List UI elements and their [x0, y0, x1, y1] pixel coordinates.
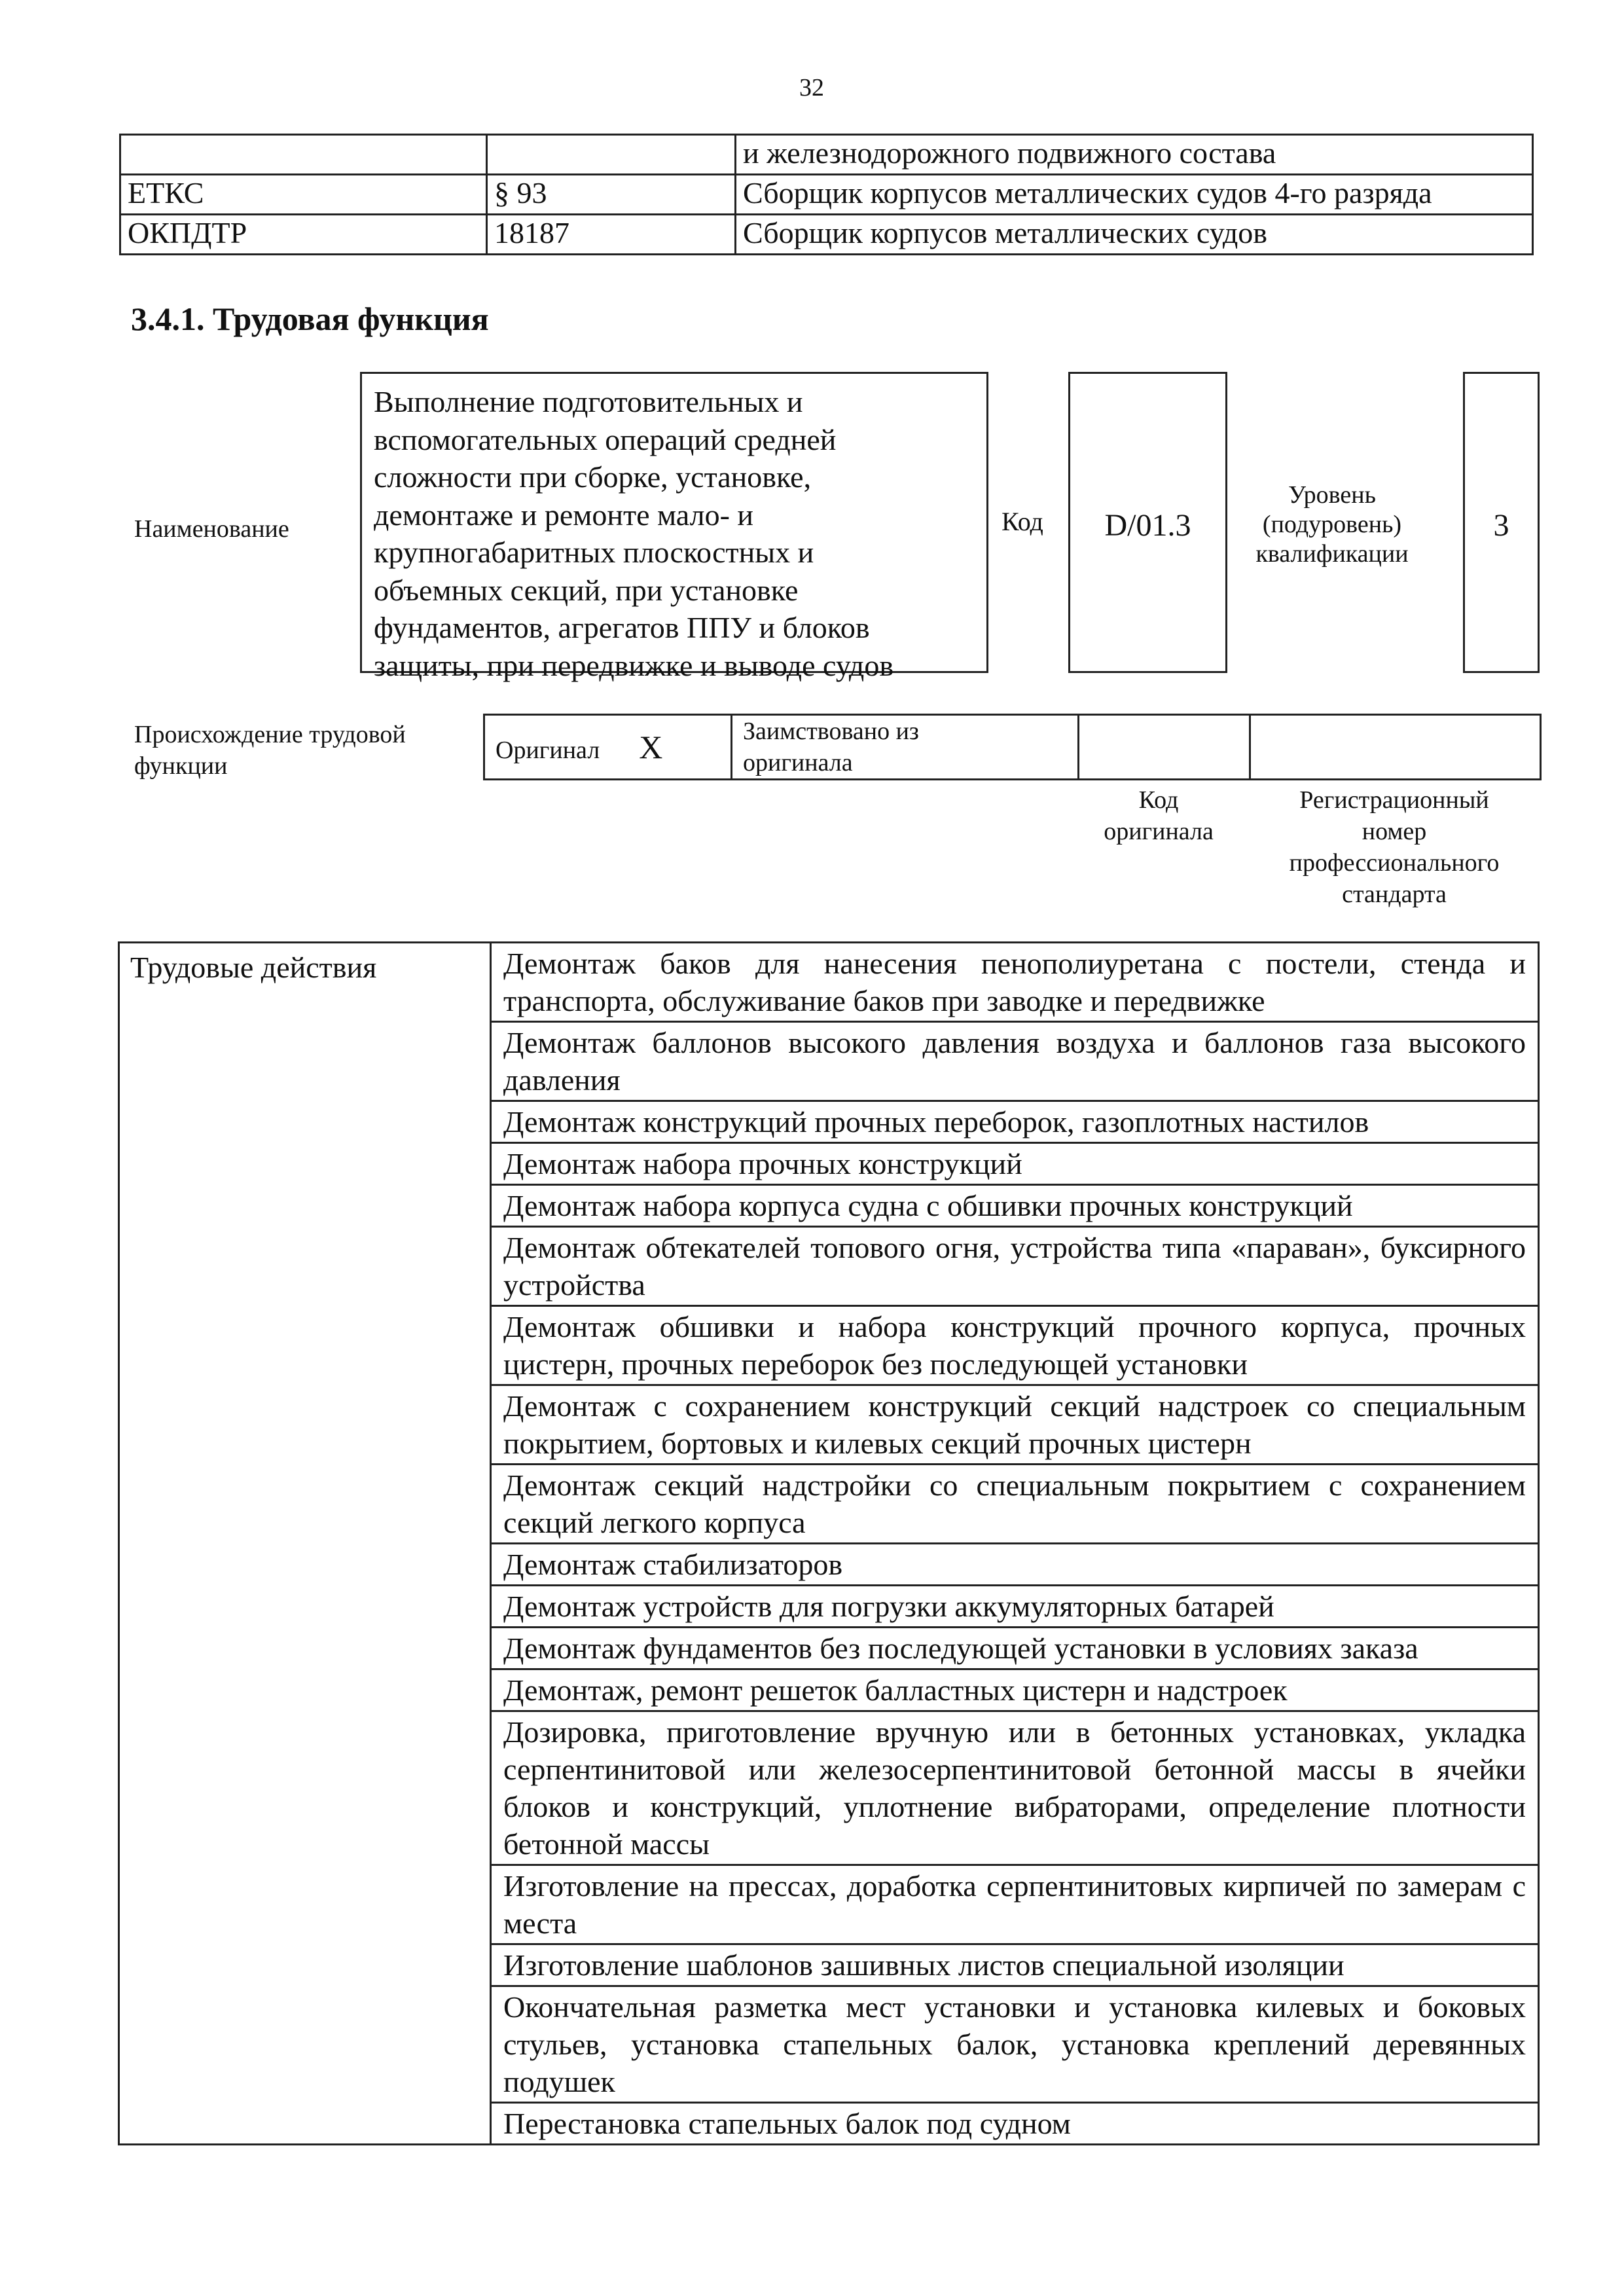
ref-code-cell: ЕТКС: [120, 175, 487, 215]
table-row: [120, 215, 1533, 255]
ref-name-cell: и железнодорожного подвижного состава: [736, 135, 1533, 175]
ref-name-cell: Сборщик корпусов металлических судов 4-го разряда: [736, 175, 1533, 215]
table-row: [120, 135, 1533, 175]
labor-action-item: Перестановка стапельных балок под судном: [491, 2103, 1539, 2145]
ref-code-cell: [120, 135, 487, 175]
level-value: 3: [1493, 508, 1509, 543]
ref-value-cell: § 93: [487, 175, 736, 215]
table-row: [484, 715, 1541, 780]
original-mark: X: [639, 729, 663, 765]
origin-table: [483, 714, 1542, 780]
table-row: [120, 175, 1533, 215]
function-name-line: крупногабаритных плоскостных и: [374, 536, 814, 569]
function-name-line: фундаментов, агрегатов ППУ и блоков: [374, 611, 870, 644]
ref-value-cell: [487, 135, 736, 175]
function-name-line: вспомогательных операций средней: [374, 422, 837, 456]
borrowed-cell: [732, 715, 1079, 780]
labor-action-item: Демонтаж с сохранением конструкций секций надстроек со специальным покрытием, бортовых и килевых секций прочных цистерн: [491, 1385, 1539, 1465]
labor-action-item: Изготовление шаблонов зашивных листов специальной изоляции: [491, 1944, 1539, 1986]
function-name-line: демонтаже и ремонте мало- и: [374, 498, 754, 532]
origin-label-line: Происхождение трудовой: [134, 721, 406, 748]
labor-action-item: Демонтаж устройств для погрузки аккумуляторных батарей: [491, 1586, 1539, 1628]
labor-actions-table: [118, 941, 1540, 2145]
original-cell: [484, 715, 732, 780]
labor-action-item: Изготовление на прессах, доработка серпентинитовых кирпичей по замерам с места: [491, 1865, 1539, 1944]
caption-line: оригинала: [1104, 818, 1214, 845]
reference-table: [119, 134, 1534, 255]
function-name-line: защиты, при передвижке и выводе судов: [374, 648, 894, 682]
labor-action-item: Демонтаж обшивки и набора конструкций прочного корпуса, прочных цистерн, прочных переборок без последующей установки: [491, 1306, 1539, 1385]
function-name-line: Выполнение подготовительных и: [374, 385, 803, 418]
caption-line: Код: [1138, 786, 1179, 814]
ref-name-cell: Сборщик корпусов металлических судов: [736, 215, 1533, 255]
labor-action-item: Окончательная разметка мест установки и установка килевых и боковых стульев, установка стапельных балок, установка креплений деревянных подушек: [491, 1986, 1539, 2103]
ref-code-cell: ОКПДТР: [120, 215, 487, 255]
caption-line: номер: [1362, 818, 1427, 845]
labor-action-item: Демонтаж обтекателей топового огня, устройства типа «параван», буксирного устройства: [491, 1227, 1539, 1306]
function-name-box: [360, 372, 988, 682]
code-label: Код: [1001, 507, 1043, 536]
ref-value-cell: 18187: [487, 215, 736, 255]
origin-label-line: функции: [134, 752, 228, 780]
level-label-line: (подуровень): [1262, 511, 1402, 538]
labor-action-item: Демонтаж стабилизаторов: [491, 1544, 1539, 1586]
origin-label: [134, 719, 406, 782]
section-heading: 3.4.1. Трудовая функция: [131, 301, 489, 337]
original-code-cell: [1079, 715, 1250, 780]
borrowed-line: Заимствовано из: [743, 718, 919, 745]
qualification-level-box: [1463, 372, 1540, 673]
labor-action-item: Демонтаж набора корпуса судна с обшивки прочных конструкций: [491, 1185, 1539, 1227]
labor-action-item: Демонтаж набора прочных конструкций: [491, 1143, 1539, 1185]
labor-actions-label: Трудовые действия: [119, 943, 491, 2145]
level-label-line: Уровень: [1288, 481, 1376, 509]
registration-number-caption: [1247, 784, 1542, 910]
code-value-box: [1068, 372, 1227, 673]
original-code-caption: [1074, 784, 1244, 847]
caption-line: профессионального: [1289, 849, 1500, 877]
original-label: Оригинал: [496, 737, 600, 764]
function-name-line: объемных секций, при установке: [374, 573, 799, 607]
borrowed-line: оригинала: [743, 749, 853, 776]
labor-action-item: Демонтаж фундаментов без последующей установки в условиях заказа: [491, 1628, 1539, 1669]
labor-action-item: Демонтаж баков для нанесения пенополиуретана с постели, стенда и транспорта, обслуживание баков при заводке и передвижке: [491, 943, 1539, 1022]
labor-action-item: Дозировка, приготовление вручную или в бетонных установках, укладка серпентинитовой или железосерпентинитовой бетонной массы в ячейки блоков и конструкций, уплотнение вибраторами, определение плотности бетонной массы: [491, 1711, 1539, 1865]
table-row: [119, 943, 1539, 1022]
name-label: Наименование: [134, 515, 289, 543]
labor-action-item: Демонтаж баллонов высокого давления воздуха и баллонов газа высокого давления: [491, 1022, 1539, 1101]
labor-action-item: Демонтаж секций надстройки со специальным покрытием с сохранением секций легкого корпуса: [491, 1465, 1539, 1544]
qualification-level-label: [1240, 481, 1424, 569]
page-number: 32: [799, 74, 824, 101]
registration-number-cell: [1250, 715, 1541, 780]
labor-action-item: Демонтаж конструкций прочных переборок, газоплотных настилов: [491, 1101, 1539, 1143]
code-value: D/01.3: [1104, 508, 1191, 543]
caption-line: Регистрационный: [1299, 786, 1489, 814]
level-label-line: квалификации: [1255, 540, 1409, 568]
caption-line: стандарта: [1342, 881, 1447, 908]
labor-action-item: Демонтаж, ремонт решеток балластных цистерн и надстроек: [491, 1669, 1539, 1711]
function-name-line: сложности при сборке, установке,: [374, 460, 812, 494]
